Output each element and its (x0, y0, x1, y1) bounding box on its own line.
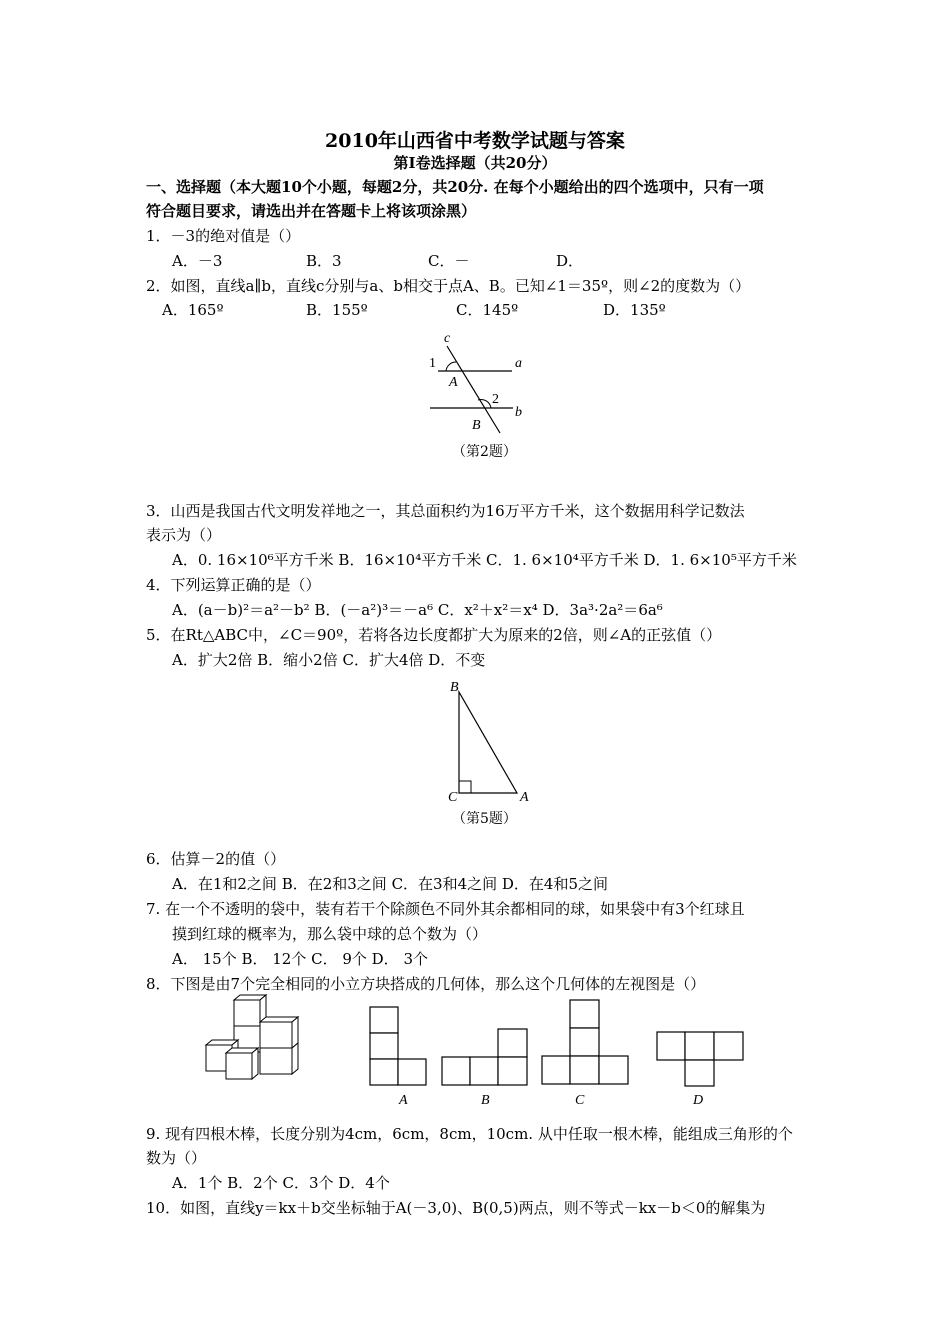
q8-label-B: B (481, 1093, 490, 1108)
q6-options: A．在1和2之间 B．在2和3之间 C．在3和4之间 D．在4和5之间 (172, 875, 609, 893)
q1-option-a: A．－3 (172, 252, 223, 270)
angle-1-arc (446, 362, 456, 371)
q2-label-point-A: A (449, 375, 458, 390)
q5-label-A: A (520, 790, 529, 805)
right-angle-mark (459, 781, 471, 793)
q8-label-D: D (693, 1093, 704, 1108)
q8-label-A: A (399, 1093, 408, 1108)
page-title: 2010年山西省中考数学试题与答案 (325, 130, 625, 152)
section-header-line2: 符合题目要求，请选出并在答题卡上将该项涂黑） (146, 202, 477, 220)
q5-stem: 5．在Rt△ABC中，∠C＝90º，若将各边长度都扩大为原来的2倍，则∠A的正弦值（） (146, 626, 722, 644)
q2-label-angle1: 1 (429, 356, 436, 371)
q2-stem: 2．如图，直线a∥b，直线c分别与a、b相交于点A、B。已知∠1＝35º，则∠2的度数为（） (146, 277, 751, 295)
q8-option-d-view (655, 1030, 747, 1088)
q1-option-b: B．3 (306, 252, 342, 270)
q9-stem-line1: 9. 现有四根木棒，长度分别为4cm，6cm，8cm，10cm. 从中任取一根木棒，能组成三角形的个 (146, 1125, 793, 1143)
q2-label-c: c (444, 331, 451, 346)
q9-options: A．1个 B．2个 C．3个 D．4个 (172, 1174, 390, 1192)
q2-label-angle2: 2 (492, 392, 499, 407)
q8-solid-figure (200, 995, 310, 1085)
q3-stem-line2: 表示为（） (146, 526, 222, 544)
q7-stem-line1: 7. 在一个不透明的袋中，装有若干个除颜色不同外其余都相同的球，如果袋中有3个红球且 (146, 900, 745, 918)
page-subtitle: 第Ⅰ卷选择题（共20分） (393, 154, 557, 172)
q1-option-c: C．－ (428, 252, 470, 270)
q8-option-b-view (440, 1027, 532, 1087)
q2-label-point-B: B (472, 418, 481, 433)
q8-label-C: C (575, 1093, 585, 1108)
q8-stem: 8．下图是由7个完全相同的小立方块搭成的几何体，那么这个几何体的左视图是（） (146, 975, 706, 993)
q2-option-b: B．155º (306, 301, 368, 319)
q5-options: A．扩大2倍 B．缩小2倍 C．扩大4倍 D．不变 (172, 651, 486, 669)
q2-option-a: A．165º (162, 301, 224, 319)
q2-label-b: b (515, 405, 522, 420)
section-header-line1: 一、选择题（本大题10个小题，每题2分，共20分. 在每个小题给出的四个选项中，只有一项 (146, 178, 764, 196)
q4-options: A．(a－b)²＝a²－b² B．(－a²)³＝－a⁶ C．x²＋x²＝x⁴ D．3a³·2a²＝6a⁶ (172, 601, 663, 619)
q5-label-C: C (448, 790, 458, 805)
q2-label-a: a (515, 356, 522, 371)
q5-caption: （第5题） (452, 811, 517, 827)
q10-stem: 10．如图，直线y＝kx＋b交坐标轴于A(－3,0)、B(0,5)两点，则不等式－kx－b＜0的解集为 (146, 1199, 766, 1217)
q3-options: A．0. 16×10⁶平方千米 B．16×10⁴平方千米 C．1. 6×10⁴平方千米 D．1. 6×10⁵平方千米 (172, 551, 797, 569)
q2-option-c: C．145º (456, 301, 519, 319)
q8-option-c-view (540, 998, 634, 1088)
q6-stem: 6．估算－2的值（） (146, 850, 286, 868)
q5-label-B: B (450, 680, 459, 695)
q9-stem-line2: 数为（） (146, 1149, 207, 1167)
q7-options: A． 15个 B． 12个 C． 9个 D． 3个 (172, 950, 428, 968)
q4-stem: 4．下列运算正确的是（） (146, 576, 321, 594)
q2-caption: （第2题） (452, 444, 517, 460)
q1-option-d: D． (556, 252, 584, 270)
q1-stem: 1．－3的绝对值是（） (146, 227, 301, 245)
q2-option-d: D．135º (603, 301, 666, 319)
q8-option-a-view (368, 1005, 430, 1087)
q7-stem-line2: 摸到红球的概率为，那么袋中球的总个数为（） (172, 925, 488, 943)
triangle-abc (459, 692, 517, 793)
q3-stem-line1: 3．山西是我国古代文明发祥地之一，其总面积约为16万平方千米，这个数据用科学记数法 (146, 502, 745, 520)
